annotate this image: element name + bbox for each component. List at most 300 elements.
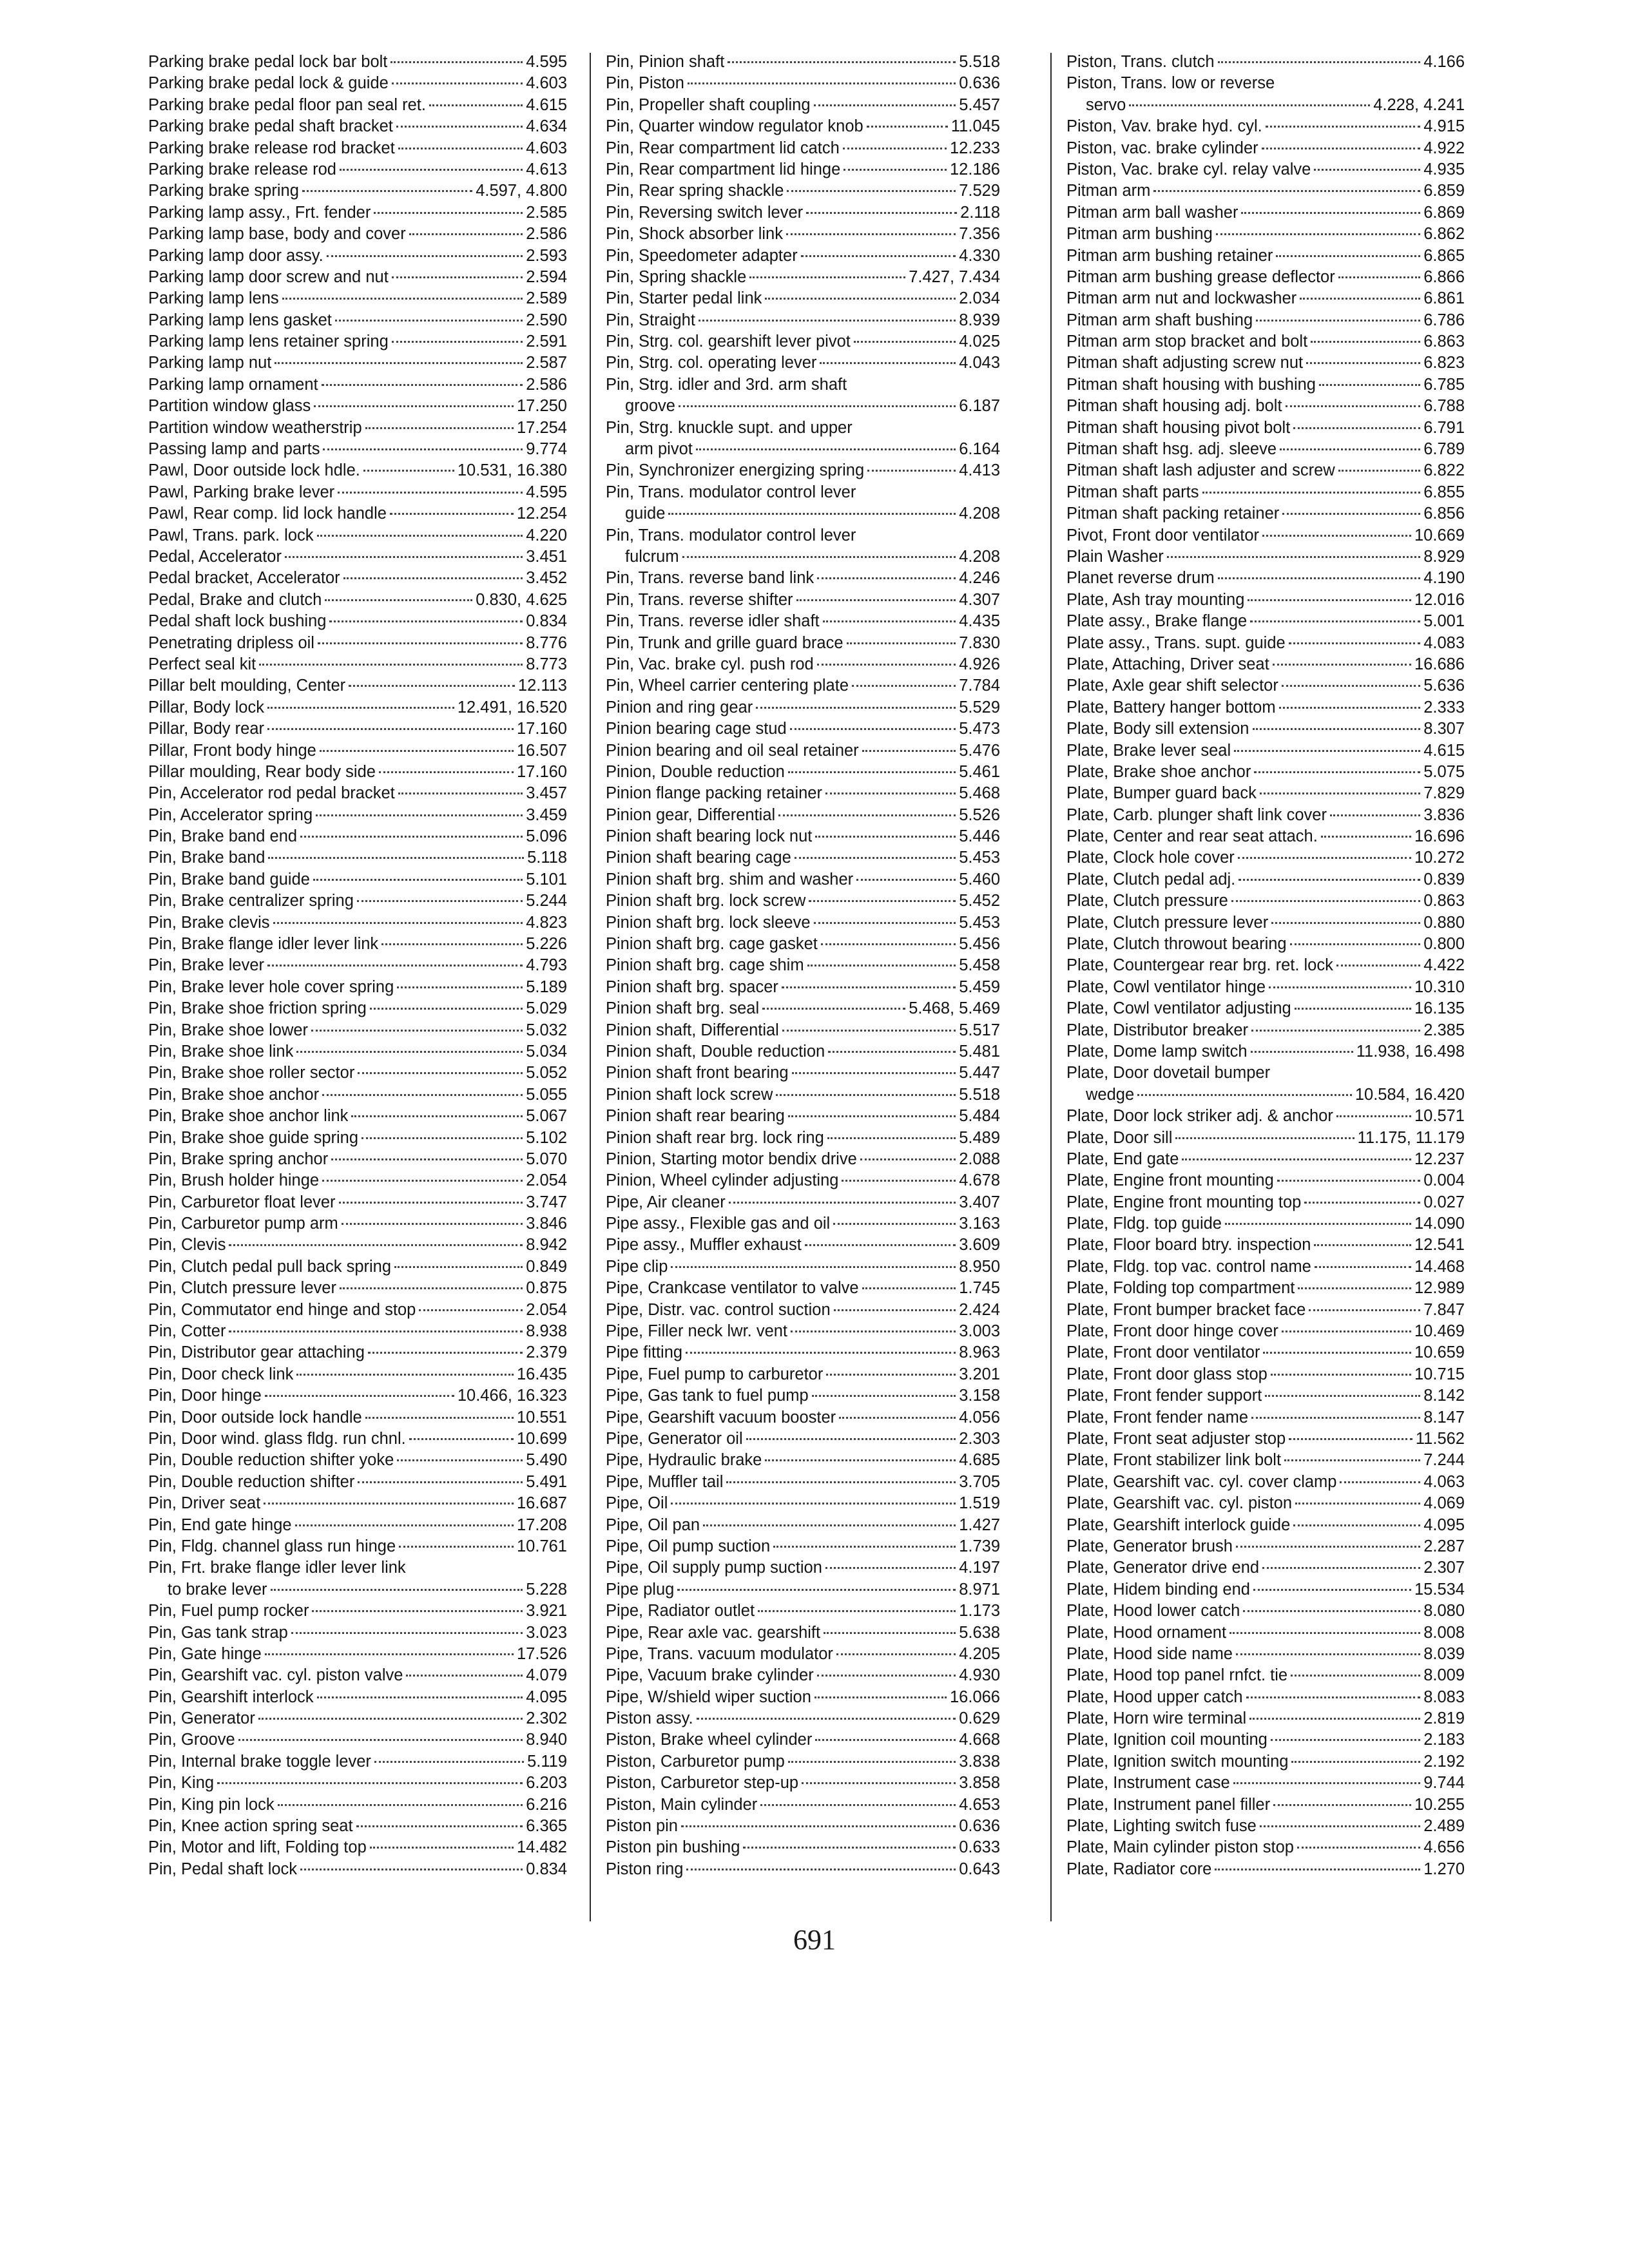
entry-page-ref: 4.685 — [959, 1451, 1000, 1470]
index-entry — [606, 352, 1000, 374]
index-entry — [148, 805, 567, 826]
entry-page-ref: 3.747 — [526, 1193, 567, 1211]
dot-leader — [322, 1180, 523, 1182]
index-entry — [606, 1235, 1000, 1256]
entry-page-ref: 1.270 — [1423, 1860, 1465, 1878]
entry-label: Pinion shaft, Double reduction — [606, 1042, 825, 1061]
entry-label: Pin, Gate hinge — [148, 1644, 262, 1663]
dot-leader — [1254, 771, 1420, 773]
entry-page-ref: 4.656 — [1423, 1838, 1465, 1857]
dot-leader — [1273, 664, 1411, 666]
entry-page-ref: 8.971 — [959, 1580, 1000, 1599]
dot-leader — [788, 1115, 956, 1117]
entry-label: Plate, Cowl ventilator adjusting — [1066, 999, 1291, 1018]
index-entry — [606, 1837, 1000, 1858]
index-entry — [1066, 482, 1465, 503]
dot-leader — [796, 599, 956, 601]
entry-label: Pin, Brake shoe guide spring — [148, 1128, 359, 1147]
dot-leader — [825, 1567, 956, 1569]
dot-leader — [374, 1761, 524, 1763]
index-entry — [1066, 1407, 1465, 1428]
index-entry — [606, 783, 1000, 804]
entry-page-ref: 14.468 — [1414, 1257, 1465, 1276]
dot-leader — [1290, 943, 1421, 945]
entry-page-ref: 16.135 — [1414, 999, 1465, 1018]
entry-page-ref: 4.615 — [1423, 741, 1465, 760]
entry-page-ref: 4.208 — [959, 505, 1000, 523]
entry-page-ref: 4.056 — [959, 1408, 1000, 1427]
dot-leader — [316, 814, 523, 816]
entry-label: Pin, Brake band end — [148, 827, 298, 846]
entry-page-ref: 11.045 — [950, 117, 1000, 136]
entry-label: Pinion shaft brg. spacer — [606, 977, 778, 996]
entry-page-ref: 8.963 — [959, 1343, 1000, 1362]
entry-label: Parking brake pedal shaft bracket — [148, 117, 393, 136]
entry-page-ref: 8.929 — [1423, 547, 1465, 566]
entry-label: Pin, Accelerator rod pedal bracket — [148, 784, 395, 803]
index-entry — [606, 1816, 1000, 1837]
index-entry — [148, 1149, 567, 1170]
index-entry — [1066, 998, 1465, 1019]
entry-label: Pinion shaft brg. seal — [606, 999, 760, 1018]
entry-label: Pin, Trans. reverse shifter — [606, 590, 793, 609]
dot-leader — [762, 1008, 905, 1010]
entry-page-ref: 4.208 — [959, 547, 1000, 566]
index-entry — [606, 1859, 1000, 1880]
index-entry — [1066, 1020, 1465, 1041]
index-entry — [148, 697, 567, 718]
entry-page-ref: 8.940 — [526, 1731, 567, 1749]
index-entry — [1066, 890, 1465, 912]
index-entry — [606, 805, 1000, 826]
entry-label: to brake lever — [168, 1580, 267, 1599]
dot-leader — [1236, 1653, 1420, 1655]
entry-label: Parking lamp lens retainer spring — [148, 332, 389, 351]
dot-leader — [296, 1051, 523, 1053]
dot-leader — [758, 1610, 956, 1612]
entry-label: Pitman arm — [1066, 182, 1151, 200]
entry-label: Pin, Carburetor pump arm — [148, 1215, 338, 1233]
index-entry — [148, 1816, 567, 1837]
dot-leader — [291, 1632, 523, 1634]
index-entry — [148, 977, 567, 998]
entry-page-ref: 3.451 — [526, 547, 567, 566]
dot-leader — [329, 620, 523, 622]
dot-leader — [776, 1094, 956, 1096]
entry-page-ref: 2.593 — [526, 246, 567, 265]
entry-page-ref: 2.287 — [1423, 1537, 1465, 1555]
dot-leader — [746, 1438, 956, 1440]
entry-page-ref: 2.333 — [1423, 698, 1465, 716]
entry-label: Pin, Brake band — [148, 849, 265, 867]
entry-label: Pinion shaft rear brg. lock ring — [606, 1128, 824, 1147]
index-entry — [606, 1192, 1000, 1213]
entry-label: Plate, Cowl ventilator hinge — [1066, 977, 1266, 996]
entry-label: Pin, Rear spring shackle — [606, 182, 784, 200]
entry-label: Pipe, Hydraulic brake — [606, 1451, 762, 1470]
dot-leader — [317, 535, 523, 537]
entry-label: Pinion shaft front bearing — [606, 1064, 789, 1082]
dot-leader — [1309, 1309, 1420, 1311]
entry-label: Plate, Front stabilizer link bolt — [1066, 1451, 1282, 1470]
entry-label: Pin, Pinion shaft — [606, 53, 725, 71]
dot-leader — [399, 1546, 514, 1548]
dot-leader — [1262, 1567, 1420, 1569]
entry-label: Plain Washer — [1066, 547, 1164, 566]
index-entry — [1066, 1600, 1465, 1622]
entry-label: Perfect seal kit — [148, 655, 256, 673]
index-entry — [148, 1062, 567, 1084]
dot-leader — [397, 1459, 523, 1461]
entry-page-ref: 1.427 — [959, 1515, 1000, 1534]
dot-leader — [342, 1223, 523, 1225]
entry-page-ref: 4.043 — [959, 354, 1000, 372]
index-entry — [148, 267, 567, 288]
dot-leader — [338, 492, 523, 494]
entry-label: Pinion shaft, Differential — [606, 1021, 779, 1039]
entry-label: Pin, Internal brake toggle lever — [148, 1752, 371, 1771]
index-entry — [148, 1579, 567, 1600]
dot-leader — [1300, 298, 1420, 300]
index-entry — [1066, 740, 1465, 762]
entry-label: Plate, Fldg. top guide — [1066, 1215, 1222, 1233]
entry-label: Parking lamp lens gasket — [148, 311, 332, 329]
entry-label: Parking lamp assy., Frt. fender — [148, 203, 371, 222]
index-entry — [606, 998, 1000, 1019]
entry-page-ref: 6.869 — [1423, 203, 1465, 222]
entry-label: Plate, Folding top compartment — [1066, 1279, 1295, 1298]
entry-label: Pin, Generator — [148, 1709, 255, 1728]
index-entry — [606, 1364, 1000, 1385]
index-entry — [606, 718, 1000, 740]
index-column-3 — [1066, 52, 1465, 1880]
dot-leader — [1153, 190, 1420, 192]
entry-page-ref: 6.216 — [526, 1795, 567, 1814]
entry-page-ref: 6.203 — [526, 1774, 567, 1792]
entry-label: Pin, Commutator end hinge and stop — [148, 1300, 416, 1319]
entry-page-ref: 17.160 — [517, 762, 567, 781]
dot-leader — [229, 1244, 523, 1246]
dot-leader — [1167, 556, 1420, 558]
entry-page-ref: 11.175, 11.179 — [1357, 1128, 1465, 1147]
entry-page-ref: 4.063 — [1423, 1472, 1465, 1491]
dot-leader — [1271, 922, 1420, 924]
entry-label: Piston pin — [606, 1817, 678, 1836]
entry-page-ref: 10.310 — [1414, 977, 1465, 996]
entry-page-ref: 4.190 — [1423, 569, 1465, 588]
index-entry — [1066, 1515, 1465, 1536]
entry-page-ref: 4.095 — [526, 1687, 567, 1706]
entry-label: Plate, Floor board btry. inspection — [1066, 1236, 1311, 1254]
entry-page-ref: 10.669 — [1414, 526, 1465, 544]
entry-page-ref: 2.586 — [526, 225, 567, 244]
entry-page-ref: 2.385 — [1423, 1021, 1465, 1039]
dot-leader — [398, 793, 523, 794]
dot-leader — [833, 1223, 956, 1225]
dot-leader — [285, 556, 523, 558]
index-entry — [1066, 633, 1465, 654]
dot-leader — [374, 212, 523, 214]
dot-leader — [1215, 1869, 1420, 1870]
dot-leader — [419, 1309, 523, 1311]
entry-page-ref: 17.254 — [517, 418, 567, 437]
index-entry — [606, 1773, 1000, 1794]
index-entry — [606, 1062, 1000, 1084]
index-entry — [1066, 1041, 1465, 1062]
entry-page-ref: 5.453 — [959, 913, 1000, 932]
entry-label: Pin, Groove — [148, 1731, 235, 1749]
index-entry — [606, 1729, 1000, 1751]
index-entry — [148, 1020, 567, 1041]
dot-leader — [1234, 750, 1420, 752]
entry-page-ref: 5.468, 5.469 — [909, 999, 1000, 1018]
index-entry — [1066, 460, 1465, 481]
dot-leader — [843, 148, 947, 149]
dot-leader — [814, 922, 956, 924]
index-entry — [1066, 1493, 1465, 1514]
index-entry — [606, 546, 1000, 568]
entry-page-ref: 5.029 — [526, 999, 567, 1018]
dot-leader — [842, 1180, 956, 1182]
page-number: 691 — [793, 1924, 836, 1956]
dot-leader — [314, 405, 514, 407]
entry-page-ref: 8.080 — [1423, 1602, 1465, 1620]
dot-leader — [1336, 1115, 1411, 1117]
index-entry — [148, 1708, 567, 1729]
entry-label: Plate, Clock hole cover — [1066, 849, 1235, 867]
dot-leader — [795, 857, 956, 859]
index-entry — [148, 762, 567, 783]
entry-label: Pin, Brake lever hole cover spring — [148, 977, 394, 996]
dot-leader — [862, 750, 956, 752]
dot-leader — [860, 1158, 956, 1160]
dot-leader — [812, 1395, 956, 1397]
index-entry — [1066, 934, 1465, 955]
dot-leader — [1311, 341, 1420, 343]
entry-page-ref: 5.473 — [959, 720, 1000, 738]
dot-leader — [356, 1825, 523, 1827]
dot-leader — [343, 577, 523, 579]
index-entry — [606, 460, 1000, 481]
entry-page-ref: 11.938, 16.498 — [1356, 1042, 1465, 1061]
entry-label: Plate, Horn wire terminal — [1066, 1709, 1247, 1728]
entry-page-ref: 5.001 — [1423, 612, 1465, 631]
entry-page-ref: 5.491 — [526, 1472, 567, 1491]
entry-label: Pin, Trans. modulator control lever — [606, 526, 856, 544]
entry-label: Pin, Brake clevis — [148, 913, 270, 932]
entry-label: Pin, Double reduction shifter yoke — [148, 1451, 394, 1470]
dot-leader — [1251, 1030, 1420, 1032]
dot-leader — [817, 577, 956, 579]
entry-page-ref: 10.255 — [1414, 1795, 1465, 1814]
entry-label: Pin, Pedal shaft lock — [148, 1860, 298, 1878]
index-entry — [148, 159, 567, 180]
entry-label: Pipe, Generator oil — [606, 1430, 743, 1448]
entry-page-ref: 6.866 — [1423, 267, 1465, 286]
index-entry — [148, 1300, 567, 1321]
entry-label: groove — [625, 397, 675, 416]
dot-leader — [681, 1825, 956, 1827]
dot-leader — [778, 814, 956, 816]
entry-label: Plate, Front bumper bracket face — [1066, 1300, 1306, 1319]
index-entry — [148, 418, 567, 439]
entry-label: Pin, Straight — [606, 311, 695, 329]
entry-label: Pin, Fuel pump rocker — [148, 1602, 309, 1620]
entry-label: Parking lamp door screw and nut — [148, 267, 389, 286]
dot-leader — [396, 126, 523, 128]
index-entry — [148, 1472, 567, 1493]
dot-leader — [390, 513, 514, 515]
dot-leader — [320, 750, 514, 752]
index-entry — [606, 1557, 1000, 1579]
entry-label: Pin, Synchronizer energizing spring — [606, 461, 865, 480]
entry-label: Pipe, Oil — [606, 1494, 668, 1513]
index-entry — [1066, 1213, 1465, 1235]
dot-leader — [1340, 1481, 1420, 1483]
dot-leader — [1282, 685, 1420, 687]
index-entry — [1066, 590, 1465, 611]
entry-label: Pipe plug — [606, 1580, 675, 1599]
entry-label: Pin, Brake spring anchor — [148, 1149, 329, 1168]
entry-page-ref: 7.830 — [959, 633, 1000, 652]
dot-leader — [1260, 793, 1420, 794]
column-divider — [1050, 53, 1052, 1921]
index-entry — [148, 1428, 567, 1450]
index-entry — [1066, 159, 1465, 180]
dot-leader — [806, 212, 957, 214]
index-entry — [148, 1536, 567, 1557]
index-entry — [148, 52, 567, 73]
index-entry — [606, 1170, 1000, 1191]
dot-leader — [365, 1417, 514, 1419]
index-entry — [148, 1192, 567, 1213]
entry-page-ref: 12.541 — [1414, 1236, 1465, 1254]
entry-page-ref: 6.863 — [1423, 332, 1465, 351]
entry-page-ref: 2.303 — [959, 1430, 1000, 1448]
entry-label: Pin, Accelerator spring — [148, 805, 313, 824]
dot-leader — [827, 1137, 956, 1139]
entry-page-ref: 16.687 — [517, 1494, 567, 1513]
entry-page-ref: 2.379 — [526, 1343, 567, 1362]
index-entry — [1066, 912, 1465, 934]
entry-page-ref: 10.699 — [517, 1430, 567, 1448]
entry-page-ref: 0.636 — [959, 1817, 1000, 1836]
entry-page-ref: 5.481 — [959, 1042, 1000, 1061]
dot-leader — [268, 857, 524, 859]
entry-label: Plate, Front door hinge cover — [1066, 1322, 1278, 1341]
index-entry — [1066, 783, 1465, 804]
dot-leader — [1315, 1266, 1411, 1268]
entry-page-ref: 5.638 — [959, 1623, 1000, 1642]
dot-leader — [1249, 1718, 1420, 1720]
entry-page-ref: 5.458 — [959, 956, 1000, 975]
index-entry — [148, 1084, 567, 1106]
index-entry — [148, 1665, 567, 1686]
entry-page-ref: 4.603 — [526, 139, 567, 157]
entry-page-ref: 14.090 — [1414, 1215, 1465, 1233]
entry-label: Pin, Cotter — [148, 1322, 226, 1341]
entry-label: Pinion shaft bearing cage — [606, 849, 791, 867]
dot-leader — [786, 233, 956, 235]
index-entry — [148, 1342, 567, 1363]
entry-label: Penetrating dripless oil — [148, 633, 314, 652]
index-entry — [606, 503, 1000, 524]
entry-page-ref: 5.447 — [959, 1064, 1000, 1082]
dot-leader — [1218, 577, 1421, 579]
dot-leader — [313, 879, 523, 881]
entry-page-ref: 3.705 — [959, 1472, 1000, 1491]
dot-leader — [677, 1589, 956, 1591]
entry-label: Pinion shaft brg. lock sleeve — [606, 913, 811, 932]
index-entry — [148, 1794, 567, 1816]
entry-label: Plate, Battery hanger bottom — [1066, 698, 1276, 716]
entry-label: Pin, Door outside lock handle — [148, 1408, 362, 1427]
index-entry — [1066, 1773, 1465, 1794]
index-entry — [148, 783, 567, 804]
entry-label: wedge — [1086, 1085, 1135, 1104]
index-entry — [1066, 1665, 1465, 1686]
entry-label: Plate, Door sill — [1066, 1128, 1173, 1147]
entry-page-ref: 12.989 — [1414, 1279, 1465, 1298]
dot-leader — [826, 1374, 956, 1376]
index-entry — [148, 460, 567, 481]
dot-leader — [296, 1374, 514, 1376]
entry-page-ref: 8.776 — [526, 633, 567, 652]
dot-leader — [834, 1309, 956, 1311]
entry-label: Piston, Vav. brake hyd. cyl. — [1066, 117, 1262, 136]
dot-leader — [839, 1417, 956, 1419]
entry-label: Pillar, Body rear — [148, 720, 264, 738]
entry-page-ref: 3.609 — [959, 1236, 1000, 1254]
dot-leader — [1231, 900, 1420, 902]
index-entry — [606, 1385, 1000, 1407]
index-entry — [148, 1450, 567, 1471]
index-entry — [148, 310, 567, 331]
entry-page-ref: 5.244 — [526, 892, 567, 910]
dot-leader — [1289, 642, 1420, 644]
entry-label: Pin, Motor and lift, Folding top — [148, 1838, 367, 1857]
entry-page-ref: 3.846 — [526, 1215, 567, 1233]
index-entry — [606, 740, 1000, 762]
index-entry — [1066, 1579, 1465, 1600]
entry-page-ref: 4.197 — [959, 1559, 1000, 1577]
dot-leader — [370, 1847, 514, 1849]
dot-leader — [1129, 104, 1370, 106]
dot-leader — [1319, 384, 1420, 386]
index-entry — [606, 310, 1000, 331]
dot-leader — [815, 1739, 956, 1741]
index-entry — [1066, 675, 1465, 697]
index-entry — [148, 352, 567, 374]
dot-leader — [1293, 427, 1420, 429]
dot-leader — [686, 1352, 956, 1354]
dot-leader — [1304, 1202, 1420, 1204]
index-entry — [1066, 525, 1465, 546]
entry-label: Piston, Carburetor pump — [606, 1752, 785, 1771]
entry-label: Piston, Trans. clutch — [1066, 53, 1215, 71]
index-entry — [148, 998, 567, 1019]
entry-label: Plate, Brake lever seal — [1066, 741, 1231, 760]
entry-label: Pillar, Body lock — [148, 698, 264, 716]
entry-label: Plate, Ignition switch mounting — [1066, 1752, 1289, 1771]
index-entry — [1066, 1062, 1465, 1084]
index-entry — [606, 1622, 1000, 1644]
dot-leader — [1262, 148, 1421, 149]
entry-page-ref: 5.489 — [959, 1128, 1000, 1147]
entry-label: Plate, Instrument case — [1066, 1774, 1230, 1792]
entry-label: Pin, Fldg. channel glass run hinge — [148, 1537, 396, 1555]
entry-label: Pinion bearing and oil seal retainer — [606, 741, 859, 760]
